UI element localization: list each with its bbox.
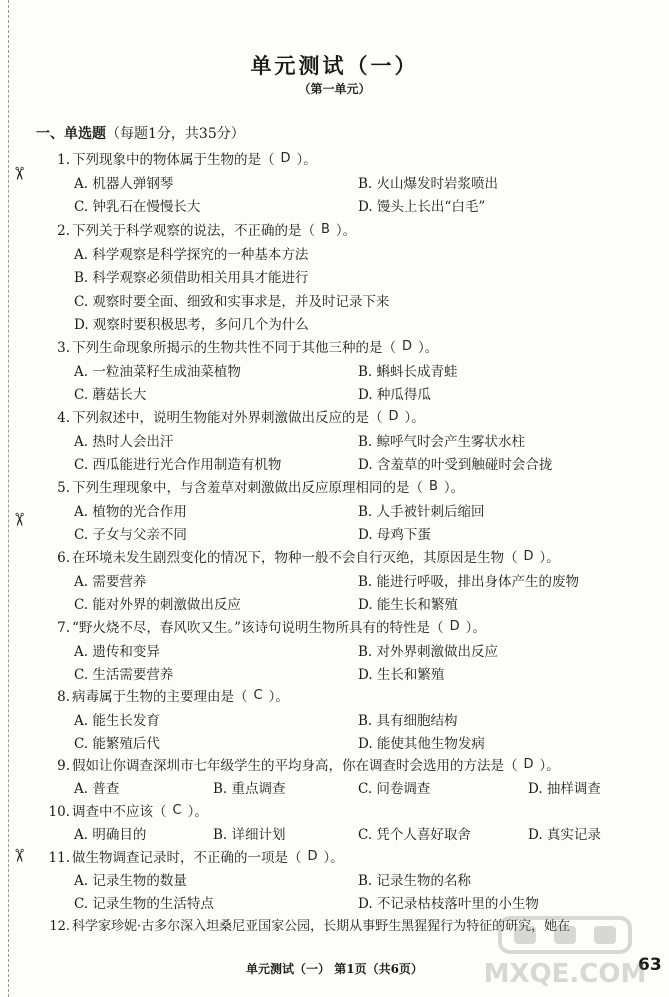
page-number: 63 bbox=[638, 955, 662, 975]
option-a: A. 植物的光合作用 bbox=[74, 504, 187, 520]
question-stem-end: ）。 bbox=[323, 850, 344, 866]
handwritten-answer: B bbox=[429, 479, 438, 494]
option-a: A. 明确目的 bbox=[74, 827, 147, 843]
question-number: 2. bbox=[57, 223, 70, 239]
option-d: D. 真实记录 bbox=[528, 827, 601, 843]
question-number: 5. bbox=[57, 480, 70, 496]
question-stem: 假如让你调查深圳市七年级学生的平均身高，你在调查时会选用的方法是（ bbox=[72, 758, 518, 774]
handwritten-answer: D bbox=[307, 849, 318, 864]
option-a: A. 科学观察是科学探究的一种基本方法 bbox=[74, 247, 309, 263]
question-stem-end: ）。 bbox=[404, 410, 425, 426]
option-c: C. 记录生物的生活特点 bbox=[74, 896, 214, 912]
option-a: A. 记录生物的数量 bbox=[74, 873, 187, 889]
question-7 bbox=[40, 616, 486, 636]
option-d: D. 母鸡下蛋 bbox=[358, 527, 431, 543]
option-d: D. 馒头上长出“白毛” bbox=[358, 199, 486, 215]
option-c: C. 西瓜能进行光合作用制造有机物 bbox=[74, 457, 282, 473]
question-stem: 在环境未发生剧烈变化的情况下，物种一般不会自行灭绝，其原因是生物（ bbox=[72, 550, 518, 566]
option-a: A. 机器人弹钢琴 bbox=[74, 176, 174, 192]
cut-line bbox=[8, 0, 29, 997]
option-c: C. 凭个人喜好取舍 bbox=[358, 827, 471, 843]
handwritten-answer: D bbox=[280, 151, 291, 166]
handwritten-answer: D bbox=[523, 757, 534, 772]
section-heading bbox=[36, 123, 245, 143]
question-12 bbox=[40, 915, 570, 934]
handwritten-answer: D bbox=[388, 409, 399, 424]
question-stem: 下列生理现象中，与含羞草对刺激做出反应原理相同的是（ bbox=[72, 480, 423, 496]
option-b: B. 具有细胞结构 bbox=[358, 713, 458, 729]
option-b: B. 记录生物的名称 bbox=[358, 873, 472, 889]
question-stem: 病毒属于生物的主要理由是（ bbox=[72, 689, 248, 705]
scissors-icon: ✂ bbox=[8, 848, 29, 864]
handwritten-answer: C bbox=[253, 688, 263, 703]
question-number: 8. bbox=[57, 689, 70, 705]
question-number: 10. bbox=[48, 804, 70, 820]
option-c: C. 能繁殖后代 bbox=[74, 736, 160, 752]
question-stem: 下列关于科学观察的说法，不正确的是（ bbox=[72, 223, 315, 239]
handwritten-answer: D bbox=[449, 619, 460, 634]
question-stem-end: ）。 bbox=[539, 758, 560, 774]
question-8 bbox=[40, 685, 289, 705]
option-d: D. 观察时要积极思考，多问几个为什么 bbox=[74, 317, 309, 333]
option-a: A. 一粒油菜籽生成油菜植物 bbox=[74, 364, 241, 380]
question-stem-end: ）。 bbox=[418, 340, 439, 356]
option-c: C. 能对外界的刺激做出反应 bbox=[74, 597, 241, 613]
question-number: 3. bbox=[57, 340, 70, 356]
option-a: A. 遗传和变异 bbox=[74, 644, 160, 660]
option-d: D. 种瓜得瓜 bbox=[358, 387, 431, 403]
option-b: B. 鲸呼气时会产生雾状水柱 bbox=[358, 434, 526, 450]
option-c: C. 问卷调查 bbox=[358, 781, 431, 797]
page-title: 单元测试（一） bbox=[250, 54, 419, 78]
question-stem-end: ）。 bbox=[296, 152, 317, 168]
section-note: （每题1分，共35分） bbox=[106, 126, 245, 142]
option-b: B. 火山爆发时岩浆喷出 bbox=[358, 176, 499, 192]
question-stem: 下列生命现象所揭示的生物共性不同于其他三种的是（ bbox=[72, 340, 396, 356]
option-c: C. 生活需要营养 bbox=[74, 667, 174, 683]
option-b: B. 人手被针刺后缩回 bbox=[358, 504, 485, 520]
option-a: A. 普查 bbox=[74, 781, 120, 797]
option-d: D. 不记录枯枝落叶里的小生物 bbox=[358, 896, 539, 912]
handwritten-answer: B bbox=[321, 222, 330, 237]
question-6 bbox=[40, 546, 560, 566]
option-d: D. 抽样调查 bbox=[528, 781, 601, 797]
question-stem-end: ）。 bbox=[443, 480, 465, 496]
watermark-text: MXQE.COM bbox=[483, 959, 647, 989]
question-stem-end: ）。 bbox=[268, 689, 289, 705]
question-stem-end: ）。 bbox=[187, 804, 208, 820]
question-stem: 下列现象中的物体属于生物的是（ bbox=[72, 152, 275, 168]
option-a: A. 热时人会出汗 bbox=[74, 434, 174, 450]
question-stem: 下列叙述中，说明生物能对外界刺激做出反应的是（ bbox=[72, 410, 383, 426]
question-stem: 做生物调查记录时，不正确的一项是（ bbox=[72, 850, 302, 866]
question-2 bbox=[40, 219, 356, 239]
option-b: B. 详细计划 bbox=[213, 827, 286, 843]
option-b: B. 能进行呼吸，排出身体产生的废物 bbox=[358, 574, 580, 590]
question-number: 9. bbox=[57, 758, 70, 774]
section-title: 一、单选题 bbox=[36, 126, 106, 142]
question-number: 7. bbox=[57, 620, 70, 636]
question-10 bbox=[40, 800, 208, 820]
page-subtitle: （第一单元） bbox=[298, 82, 371, 96]
question-stem-end: ）。 bbox=[335, 223, 357, 239]
option-c: C. 蘑菇长大 bbox=[74, 387, 147, 403]
question-stem: “野火烧不尽，春风吹又生。”该诗句说明生物所具有的特性是（ bbox=[72, 620, 444, 636]
question-stem-end: ）。 bbox=[539, 550, 560, 566]
question-1 bbox=[40, 148, 317, 168]
option-d: D. 能使其他生物发病 bbox=[358, 736, 485, 752]
page-footer: 单元测试（一） 第1页（共6页） bbox=[246, 962, 423, 976]
question-5 bbox=[40, 476, 464, 496]
question-number: 6. bbox=[57, 550, 70, 566]
option-a: A. 需要营养 bbox=[74, 574, 147, 590]
question-3 bbox=[40, 336, 438, 356]
handwritten-answer: D bbox=[523, 549, 534, 564]
option-c: C. 观察时要全面、细致和实事求是，并及时记录下来 bbox=[74, 294, 390, 310]
question-number: 11. bbox=[48, 850, 70, 866]
question-stem: 科学家珍妮·古多尔深入坦桑尼亚国家公园，长期从事野生黑猩猩行为特征的研究，她在 bbox=[72, 919, 571, 934]
question-number: 12. bbox=[49, 919, 70, 934]
scissors-icon: ✂ bbox=[8, 512, 29, 528]
option-b: B. 对外界刺激做出反应 bbox=[358, 644, 499, 660]
scissors-icon: ✂ bbox=[8, 166, 29, 182]
question-11 bbox=[40, 846, 344, 866]
question-4 bbox=[40, 406, 425, 426]
option-a: A. 能生长发育 bbox=[74, 713, 160, 729]
question-number: 4. bbox=[57, 410, 70, 426]
handwritten-answer: D bbox=[402, 339, 413, 354]
option-d: D. 能生长和繁殖 bbox=[358, 597, 458, 613]
question-stem-end: ）。 bbox=[465, 620, 486, 636]
option-c: C. 子女与父亲不同 bbox=[74, 527, 187, 543]
question-number: 1. bbox=[57, 152, 70, 168]
option-b: B. 蝌蚪长成青蛙 bbox=[358, 364, 458, 380]
handwritten-answer: C bbox=[172, 803, 182, 818]
question-stem: 调查中不应该（ bbox=[72, 804, 167, 820]
option-b: B. 科学观察必须借助相关用具才能进行 bbox=[74, 270, 309, 286]
option-c: C. 钟乳石在慢慢长大 bbox=[74, 199, 201, 215]
question-9 bbox=[40, 754, 560, 774]
option-d: D. 含羞草的叶受到触碰时会合拢 bbox=[358, 457, 553, 473]
option-b: B. 重点调查 bbox=[213, 781, 286, 797]
option-d: D. 生长和繁殖 bbox=[358, 667, 445, 683]
